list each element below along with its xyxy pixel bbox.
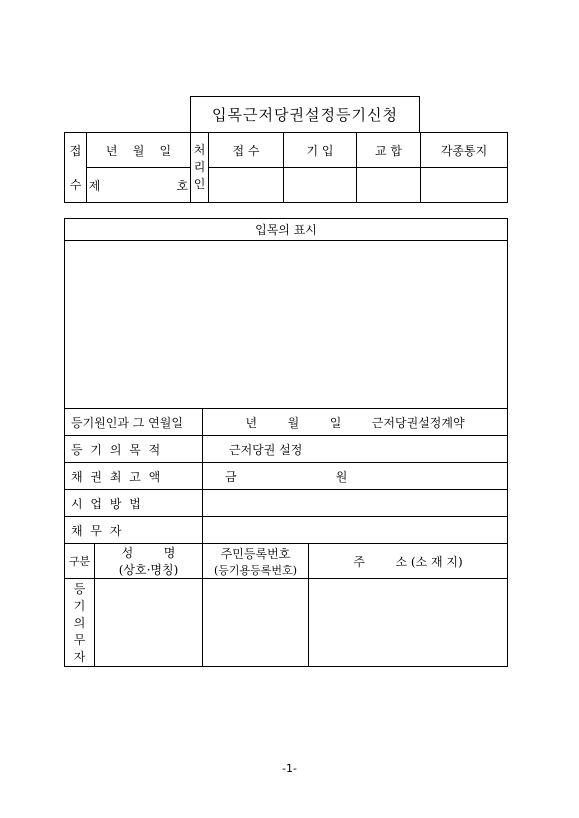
obligor-address-cell[interactable] <box>309 579 508 667</box>
party-header-category: 구분 <box>65 544 95 579</box>
header-reception: 접 수 <box>209 133 284 168</box>
row-label-max-amount: 채 권 최 고 액 <box>65 463 203 490</box>
row-value-cause[interactable]: 년 월 일 근저당권설정계약 <box>203 409 508 436</box>
reception-table <box>64 132 508 203</box>
party-header-id-line2: (등기용등록번호) <box>214 563 297 577</box>
party-header-id-line1: 주민등록번호 <box>220 546 291 561</box>
reception-date-label: 년 월 일 <box>87 133 191 168</box>
reception-cell[interactable] <box>209 168 284 203</box>
header-entry: 기 입 <box>284 133 357 168</box>
obligor-label <box>65 579 95 667</box>
row-label-business-method: 시 업 방 법 <box>65 490 203 517</box>
processor-label <box>191 133 209 203</box>
row-value-debtor[interactable] <box>203 517 508 544</box>
collation-cell[interactable] <box>357 168 421 203</box>
header-collation: 교 합 <box>357 133 421 168</box>
row-label-purpose: 등 기 의 목 적 <box>65 436 203 463</box>
page-number: -1- <box>282 762 297 775</box>
reception-number-label: 제 호 <box>87 168 191 203</box>
reception-su-label: 수 <box>65 168 87 203</box>
row-label-debtor: 채 무 자 <box>65 517 203 544</box>
party-header-id <box>203 544 309 579</box>
notices-cell[interactable] <box>421 168 508 203</box>
header-notices: 각종통지 <box>421 133 508 168</box>
section-title: 입목의 표시 <box>65 219 508 241</box>
row-label-cause: 등기원인과 그 연월일 <box>65 409 203 436</box>
party-header-address: 주 소 (소 재 지) <box>309 544 508 579</box>
main-form-table <box>64 218 508 667</box>
obligor-id-cell[interactable] <box>203 579 309 667</box>
party-header-name-line2: (상호·명칭) <box>118 563 179 577</box>
reception-jeop-label: 접 <box>65 133 87 168</box>
obligor-label-text: 등 기 의 무 자 <box>73 582 86 664</box>
party-header-name <box>95 544 203 579</box>
obligor-name-cell[interactable] <box>95 579 203 667</box>
document-title: 입목근저당권설정등기신청 <box>190 96 420 132</box>
row-value-purpose[interactable]: 근저당권 설정 <box>203 436 508 463</box>
processor-label-text: 처 리 인 <box>193 143 206 191</box>
party-header-name-line1: 성 명 <box>121 546 176 560</box>
row-value-max-amount[interactable]: 금 원 <box>203 463 508 490</box>
row-value-business-method[interactable] <box>203 490 508 517</box>
tree-description-area[interactable] <box>65 241 508 409</box>
entry-cell[interactable] <box>284 168 357 203</box>
